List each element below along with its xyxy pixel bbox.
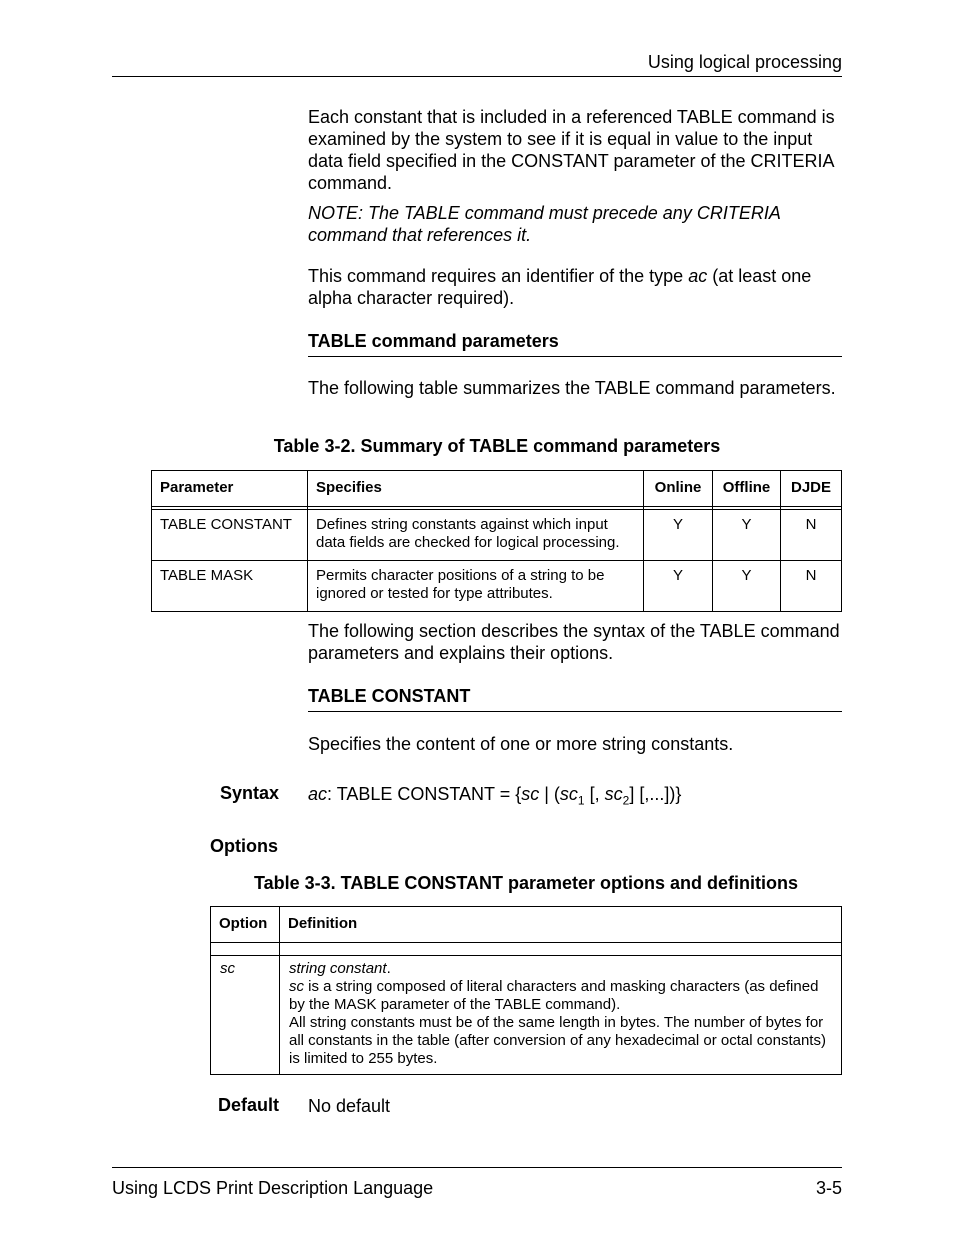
section-title-table-constant: TABLE CONSTANT xyxy=(308,686,842,712)
header-option: Option xyxy=(211,907,280,943)
syntax-sc1: sc xyxy=(559,784,578,804)
parameters-table xyxy=(151,470,842,612)
definition-composition-text: is a string composed of literal characters and masking characters (as defined by the MASK parameter of the TABLE command). xyxy=(289,978,819,1013)
cell-definition xyxy=(280,956,842,1075)
table-row xyxy=(152,561,842,612)
header-parameter: Parameter xyxy=(152,471,308,507)
syntax-sc: sc xyxy=(521,784,540,804)
options-label: Options xyxy=(210,836,278,856)
syntax-text-3: [, xyxy=(584,784,605,804)
cell-specifies: Permits character positions of a string to be ignored or tested for type attributes. xyxy=(308,561,644,612)
syntax-sub1: 1 xyxy=(577,793,585,808)
paragraph-identifier xyxy=(308,265,842,309)
header-title: Using logical processing xyxy=(647,52,842,72)
table-header-row xyxy=(211,907,842,943)
definition-title xyxy=(289,960,832,978)
para2-text-a: This command requires an identifier of the type xyxy=(308,266,689,286)
cell-option xyxy=(211,956,280,1075)
definition-composition xyxy=(289,978,832,1014)
cell-djde: N xyxy=(781,561,842,612)
cell-parameter: TABLE MASK xyxy=(152,561,308,612)
default-value-block xyxy=(308,1095,842,1117)
syntax-text-2: | ( xyxy=(539,784,560,804)
definition-title-em: string constant xyxy=(289,960,387,977)
cell-online: Y xyxy=(644,510,713,561)
cell-djde: N xyxy=(781,510,842,561)
header-djde: DJDE xyxy=(781,471,842,507)
section-title-table-parameters: TABLE command parameters xyxy=(308,331,842,357)
definition-title-end: . xyxy=(386,960,391,977)
page-footer xyxy=(112,1167,842,1198)
cell-offline: Y xyxy=(713,510,781,561)
cell-parameter: TABLE CONSTANT xyxy=(152,510,308,561)
intro-block xyxy=(308,106,842,309)
page-header xyxy=(112,50,842,77)
syntax-label: Syntax xyxy=(220,783,280,803)
table-row xyxy=(152,510,842,561)
note-paragraph: NOTE: The TABLE command must precede any CRITERIA command that references it. xyxy=(308,203,781,245)
default-value: No default xyxy=(308,1096,391,1116)
table-header-row xyxy=(152,471,842,507)
page-number: 3-5 xyxy=(815,1178,842,1198)
option-sc: sc xyxy=(220,960,235,977)
footer-title: Using LCDS Print Description Language xyxy=(112,1178,434,1198)
syntax-sub2: 2 xyxy=(622,793,630,808)
cell-online: Y xyxy=(644,561,713,612)
definition-sc: sc xyxy=(289,978,304,995)
syntax-text-4: ] [,...])} xyxy=(629,784,682,804)
paragraph-syntax-description: The following section describes the syntax of the TABLE command parameters and explains their options. xyxy=(308,621,840,663)
constant-description xyxy=(308,733,842,755)
header-online: Online xyxy=(644,471,713,507)
para2-em: ac xyxy=(688,266,708,286)
syntax-sc2: sc xyxy=(604,784,623,804)
header-offline: Offline xyxy=(713,471,781,507)
header-definition: Definition xyxy=(280,907,842,943)
syntax-ac: ac xyxy=(308,784,328,804)
paragraph-constant-content: Specifies the content of one or more string constants. xyxy=(308,734,734,754)
cell-specifies: Defines string constants against which input data fields are checked for logical processing. xyxy=(308,510,644,561)
cell-offline: Y xyxy=(713,561,781,612)
syntax-line xyxy=(308,783,842,812)
default-label: Default xyxy=(218,1095,280,1115)
table-row xyxy=(211,956,842,1075)
syntax-intro xyxy=(308,620,842,664)
para2-text-b: (at least one alpha character required). xyxy=(308,266,812,308)
table2-caption: Table 3-3. TABLE CONSTANT parameter options and definitions xyxy=(253,873,799,893)
paragraph-summary: The following table summarizes the TABLE command parameters. xyxy=(308,378,836,398)
table1-caption: Table 3-2. Summary of TABLE command parameters xyxy=(273,436,721,456)
summary-intro xyxy=(308,377,842,399)
paragraph-constant-examined: Each constant that is included in a referenced TABLE command is examined by the system to see if it is equal in value to the input data field specified in the CONSTANT parameter of the CRITERIA command. xyxy=(308,107,835,193)
options-table xyxy=(210,906,842,1075)
syntax-text-1: : TABLE CONSTANT = { xyxy=(327,784,522,804)
header-specifies: Specifies xyxy=(308,471,644,507)
definition-length: All string constants must be of the same length in bytes. The number of bytes for all constants in the table (after conversion of any hexadecimal or octal constants) is limited to 255 bytes. xyxy=(289,1014,826,1067)
table-gap xyxy=(211,943,842,956)
